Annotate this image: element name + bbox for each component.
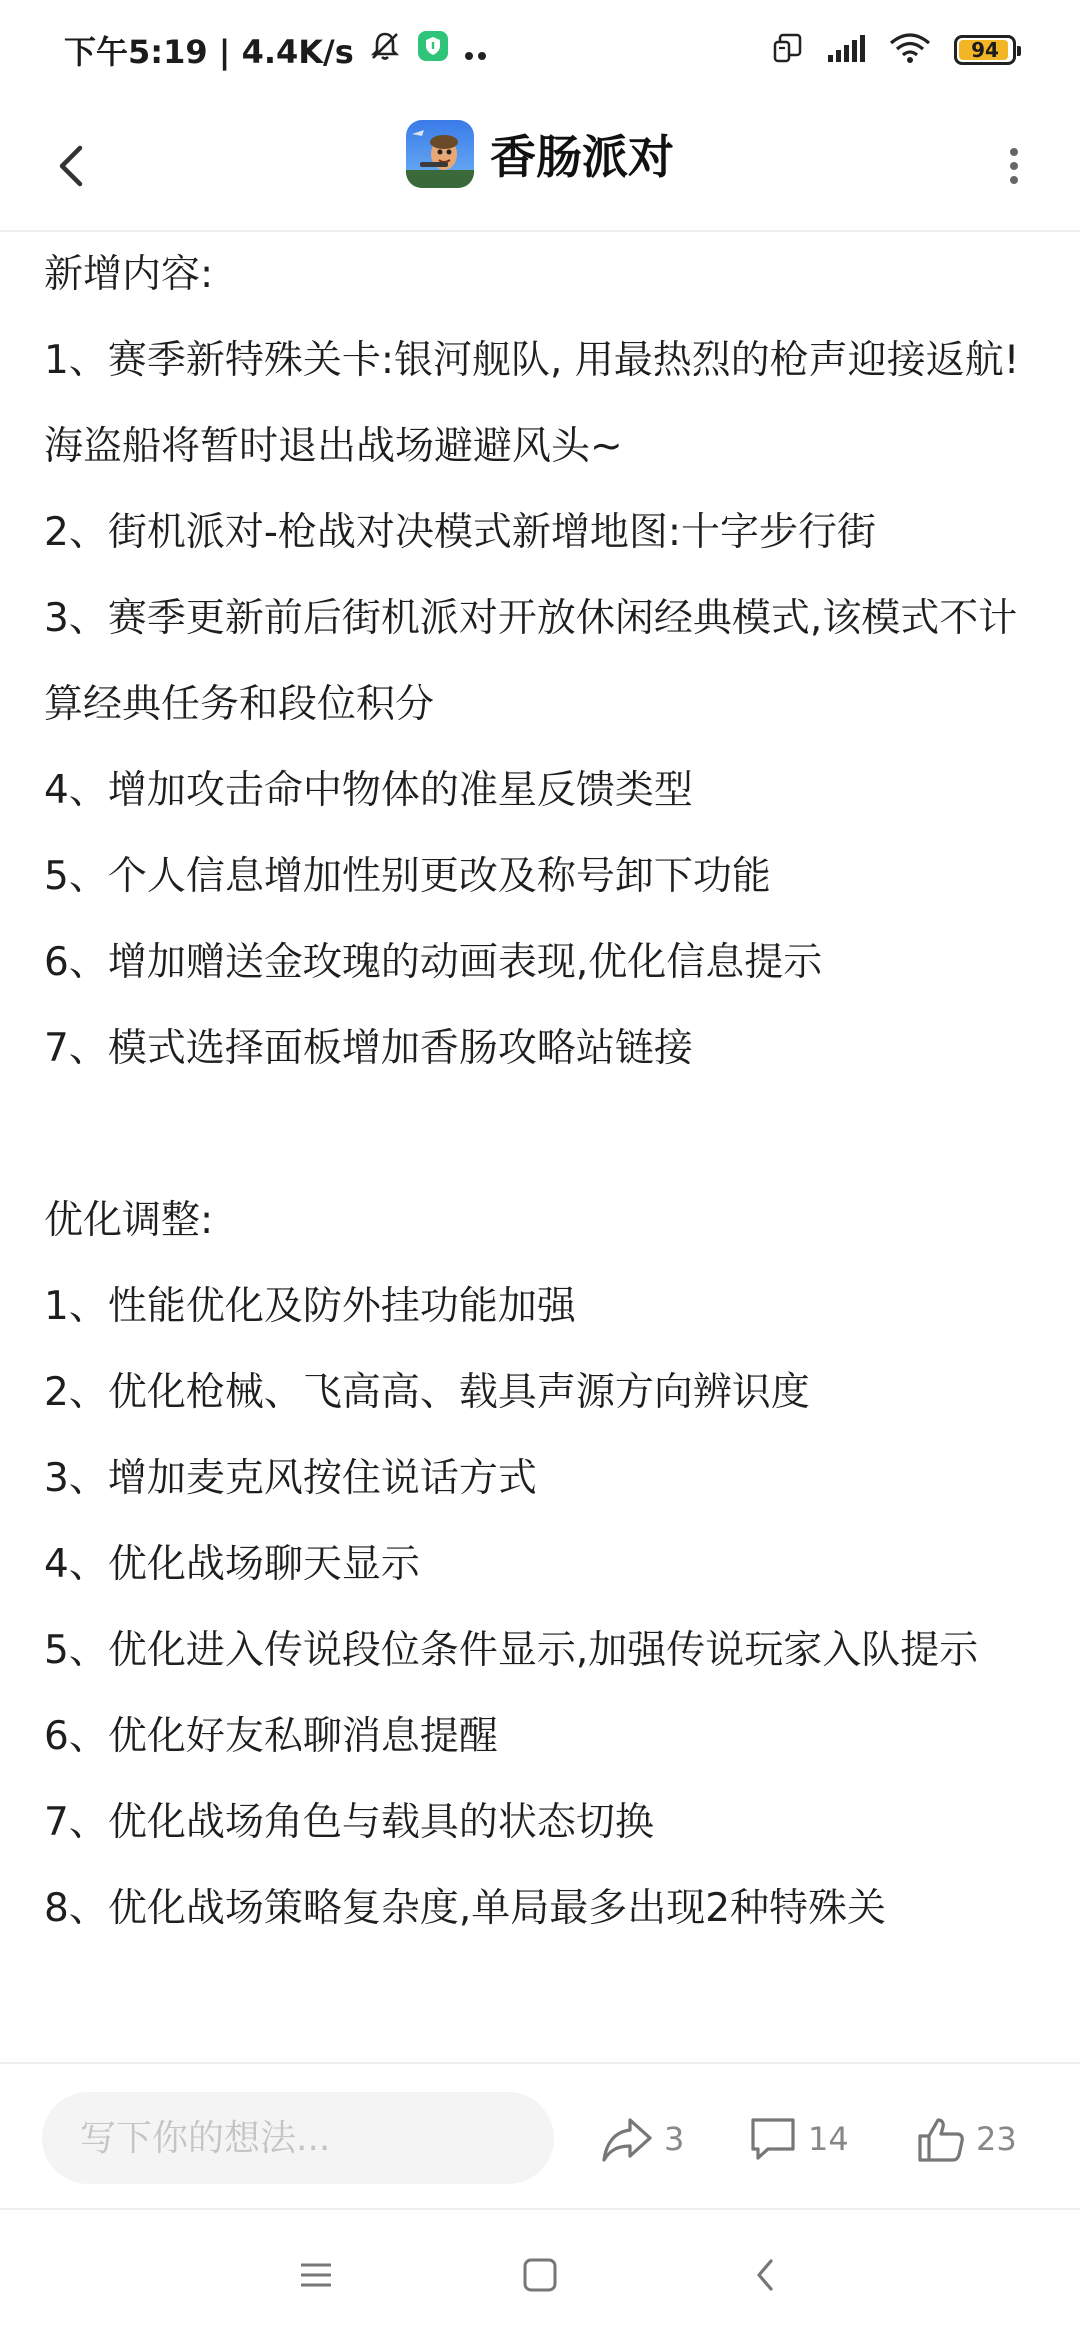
thumbs-up-icon (916, 2114, 966, 2164)
back-chevron-icon (751, 2257, 781, 2293)
content-line: 6、优化好友私聊消息提醒 (44, 1714, 498, 1759)
nav-menu-button[interactable] (283, 2242, 349, 2308)
status-time-speed: 下午5:19 | 4.4K/s (64, 33, 354, 71)
page-title: 香肠派对 (490, 130, 674, 184)
mute-icon (368, 29, 402, 71)
status-left (64, 27, 488, 73)
status-bar (0, 0, 1080, 100)
content-line: 6、增加赠送金玫瑰的动画表现,优化信息提示 (44, 940, 823, 985)
comment-icon (748, 2115, 798, 2163)
nav-back-button[interactable] (733, 2242, 799, 2308)
app-header (0, 100, 1080, 232)
content-line: 5、优化进入传说段位条件显示,加强传说玩家入队提示 (44, 1628, 979, 1673)
content-line: 2、街机派对-枪战对决模式新增地图:十字步行街 (44, 510, 877, 555)
comment-input[interactable] (42, 2092, 554, 2184)
content-line: 5、个人信息增加性别更改及称号卸下功能 (44, 854, 771, 899)
content-line: 新增内容: (44, 252, 214, 297)
more-vertical-icon (1008, 146, 1020, 186)
more-dots-icon (464, 31, 488, 69)
wifi-icon (888, 32, 932, 68)
content-line: 7、优化战场角色与载具的状态切换 (44, 1800, 654, 1845)
like-count: 23 (976, 2120, 1017, 2158)
content-spacer (44, 1092, 1044, 1178)
share-count: 3 (664, 2120, 685, 2158)
content-line: 3、增加麦克风按住说话方式 (44, 1456, 537, 1501)
content-line: 4、增加攻击命中物体的准星反馈类型 (44, 768, 693, 813)
content-line: 4、优化战场聊天显示 (44, 1542, 420, 1587)
like-button[interactable] (916, 2104, 1017, 2174)
content-line: 1、赛季新特殊关卡:银河舰队, 用最热烈的枪声迎接返航!海盗船将暂时退出战场避避风头~ (44, 338, 1020, 469)
content-line: 优化调整: (44, 1198, 214, 1243)
share-button[interactable] (600, 2104, 684, 2174)
game-logo (406, 120, 474, 188)
system-nav-bar (0, 2210, 1080, 2340)
content-line: 7、模式选择面板增加香肠攻略站链接 (44, 1026, 693, 1071)
more-options-button[interactable] (978, 130, 1050, 202)
nfc-icon (772, 32, 804, 68)
signal-icon (826, 33, 866, 67)
header-title-group (0, 120, 1080, 188)
comment-count: 14 (808, 2120, 849, 2158)
content-line: 2、优化枪械、飞高高、载具声源方向辨识度 (44, 1370, 810, 1415)
home-square-icon (522, 2257, 558, 2293)
post-action-bar (0, 2062, 1080, 2210)
battery-icon (954, 35, 1016, 65)
comment-button[interactable] (748, 2104, 849, 2174)
content-line: 8、优化战场策略复杂度,单局最多出现2种特殊关 (44, 1886, 887, 1931)
menu-icon (298, 2260, 334, 2290)
nav-home-button[interactable] (507, 2242, 573, 2308)
battery-level: 94 (971, 38, 999, 62)
share-icon (600, 2114, 654, 2164)
status-right (772, 32, 1016, 68)
post-content (44, 232, 1044, 2062)
content-line: 3、赛季更新前后街机派对开放休闲经典模式,该模式不计算经典任务和段位积分 (44, 596, 1018, 727)
vpn-shield-icon (416, 29, 450, 71)
content-line: 1、性能优化及防外挂功能加强 (44, 1284, 576, 1329)
